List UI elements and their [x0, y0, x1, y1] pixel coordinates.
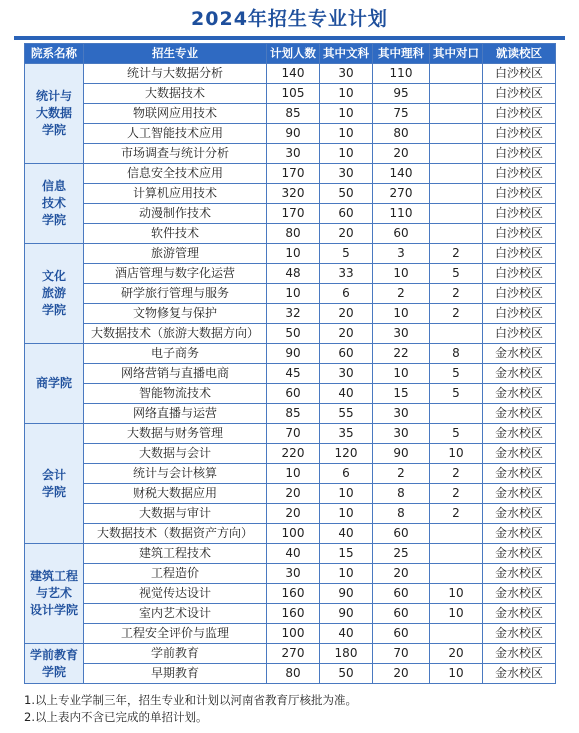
total-cell: 10 [267, 464, 320, 484]
table-row [25, 144, 556, 164]
college-name-line: 与艺术 [35, 586, 72, 600]
total-cell: 20 [267, 504, 320, 524]
arts-cell: 30 [320, 364, 373, 384]
vocational-cell [430, 164, 483, 184]
footnote-1: 1.以上专业学制三年，招生专业和计划以河南省教育厅核批为准。 [24, 693, 357, 707]
vocational-cell [430, 104, 483, 124]
table-row [25, 264, 556, 284]
science-cell: 30 [373, 424, 430, 444]
college-name-line: 学院 [41, 213, 66, 227]
major-cell: 文物修复与保护 [84, 304, 267, 324]
total-cell: 90 [267, 124, 320, 144]
header-total: 计划人数 [267, 44, 320, 64]
science-cell: 25 [373, 544, 430, 564]
science-cell: 70 [373, 644, 430, 664]
major-cell: 统计与会计核算 [84, 464, 267, 484]
total-cell: 20 [267, 484, 320, 504]
campus-cell: 金水校区 [483, 484, 556, 504]
arts-cell: 20 [320, 224, 373, 244]
total-cell: 30 [267, 144, 320, 164]
table-row [25, 204, 556, 224]
campus-cell: 白沙校区 [483, 324, 556, 344]
vocational-cell: 5 [430, 364, 483, 384]
total-cell: 45 [267, 364, 320, 384]
arts-cell: 40 [320, 624, 373, 644]
vocational-cell [430, 184, 483, 204]
science-cell: 10 [373, 364, 430, 384]
major-cell: 市场调查与统计分析 [84, 144, 267, 164]
total-cell: 85 [267, 104, 320, 124]
table-body [25, 64, 556, 684]
science-cell: 2 [373, 284, 430, 304]
college-name-line: 旅游 [41, 286, 66, 300]
total-cell: 10 [267, 244, 320, 264]
header-science: 其中理科 [373, 44, 430, 64]
total-cell: 140 [267, 64, 320, 84]
arts-cell: 6 [320, 284, 373, 304]
total-cell: 50 [267, 324, 320, 344]
vocational-cell: 5 [430, 384, 483, 404]
arts-cell: 10 [320, 484, 373, 504]
campus-cell: 白沙校区 [483, 224, 556, 244]
table-row [25, 184, 556, 204]
campus-cell: 金水校区 [483, 584, 556, 604]
college-name-cell [25, 544, 84, 644]
campus-cell: 白沙校区 [483, 284, 556, 304]
vocational-cell [430, 204, 483, 224]
college-name-cell [25, 644, 84, 684]
table-row [25, 84, 556, 104]
total-cell: 85 [267, 404, 320, 424]
campus-cell: 金水校区 [483, 524, 556, 544]
science-cell: 60 [373, 524, 430, 544]
table-row [25, 64, 556, 84]
total-cell: 320 [267, 184, 320, 204]
table-row [25, 244, 556, 264]
college-name-line: 学院 [41, 123, 66, 137]
header-vocational: 其中对口 [430, 44, 483, 64]
science-cell: 20 [373, 144, 430, 164]
science-cell: 60 [373, 604, 430, 624]
footnote-2: 2.以上表内不含已完成的单招计划。 [24, 710, 208, 724]
total-cell: 80 [267, 224, 320, 244]
table-row [25, 524, 556, 544]
table-row [25, 544, 556, 564]
campus-cell: 白沙校区 [483, 164, 556, 184]
total-cell: 160 [267, 584, 320, 604]
arts-cell: 10 [320, 124, 373, 144]
table-row [25, 324, 556, 344]
science-cell: 270 [373, 184, 430, 204]
vocational-cell [430, 64, 483, 84]
college-name-cell [25, 164, 84, 244]
science-cell: 30 [373, 324, 430, 344]
major-cell: 酒店管理与数字化运营 [84, 264, 267, 284]
header-college: 院系名称 [25, 44, 84, 64]
arts-cell: 90 [320, 604, 373, 624]
table-row [25, 364, 556, 384]
major-cell: 旅游管理 [84, 244, 267, 264]
campus-cell: 白沙校区 [483, 104, 556, 124]
table-row [25, 404, 556, 424]
college-name-cell [25, 64, 84, 164]
total-cell: 40 [267, 544, 320, 564]
vocational-cell: 2 [430, 504, 483, 524]
campus-cell: 金水校区 [483, 464, 556, 484]
major-cell: 早期教育 [84, 664, 267, 684]
major-cell: 网络营销与直播电商 [84, 364, 267, 384]
total-cell: 60 [267, 384, 320, 404]
science-cell: 60 [373, 224, 430, 244]
vocational-cell [430, 84, 483, 104]
science-cell: 60 [373, 624, 430, 644]
college-name-line: 学院 [41, 664, 66, 679]
campus-cell: 金水校区 [483, 424, 556, 444]
major-cell: 网络直播与运营 [84, 404, 267, 424]
total-cell: 170 [267, 204, 320, 224]
major-cell: 研学旅行管理与服务 [84, 284, 267, 304]
total-cell: 90 [267, 344, 320, 364]
campus-cell: 白沙校区 [483, 304, 556, 324]
major-cell: 财税大数据应用 [84, 484, 267, 504]
campus-cell: 金水校区 [483, 664, 556, 684]
campus-cell: 金水校区 [483, 364, 556, 384]
campus-cell: 白沙校区 [483, 124, 556, 144]
campus-cell: 金水校区 [483, 384, 556, 404]
vocational-cell [430, 544, 483, 564]
vocational-cell [430, 404, 483, 424]
major-cell: 信息安全技术应用 [84, 164, 267, 184]
science-cell: 80 [373, 124, 430, 144]
total-cell: 70 [267, 424, 320, 444]
arts-cell: 60 [320, 344, 373, 364]
college-name-line: 信息 [41, 179, 66, 193]
campus-cell: 白沙校区 [483, 144, 556, 164]
arts-cell: 20 [320, 324, 373, 344]
vocational-cell: 10 [430, 584, 483, 604]
table-row [25, 644, 556, 664]
campus-cell: 白沙校区 [483, 84, 556, 104]
campus-cell: 金水校区 [483, 604, 556, 624]
college-name-cell [25, 424, 84, 544]
college-name-line: 学院 [41, 303, 66, 317]
arts-cell: 40 [320, 524, 373, 544]
table-row [25, 124, 556, 144]
vocational-cell [430, 124, 483, 144]
science-cell: 20 [373, 564, 430, 584]
campus-cell: 金水校区 [483, 644, 556, 664]
table-row [25, 164, 556, 184]
vocational-cell: 10 [430, 444, 483, 464]
arts-cell: 5 [320, 244, 373, 264]
major-cell: 智能物流技术 [84, 384, 267, 404]
vocational-cell: 2 [430, 284, 483, 304]
header-major: 招生专业 [84, 44, 267, 64]
major-cell: 学前教育 [84, 644, 267, 664]
arts-cell: 40 [320, 384, 373, 404]
major-cell: 大数据技术（旅游大数据方向） [84, 324, 267, 344]
campus-cell: 白沙校区 [483, 244, 556, 264]
arts-cell: 180 [320, 644, 373, 664]
vocational-cell: 10 [430, 664, 483, 684]
science-cell: 10 [373, 264, 430, 284]
college-name-line: 会计 [41, 467, 66, 482]
campus-cell: 白沙校区 [483, 184, 556, 204]
total-cell: 48 [267, 264, 320, 284]
campus-cell: 金水校区 [483, 404, 556, 424]
science-cell: 110 [373, 64, 430, 84]
arts-cell: 10 [320, 104, 373, 124]
college-name-line: 文化 [41, 269, 66, 283]
vocational-cell [430, 324, 483, 344]
arts-cell: 33 [320, 264, 373, 284]
table-row [25, 224, 556, 244]
total-cell: 100 [267, 624, 320, 644]
major-cell: 软件技术 [84, 224, 267, 244]
table-row [25, 564, 556, 584]
arts-cell: 120 [320, 444, 373, 464]
footnotes [24, 692, 357, 726]
major-cell: 统计与大数据分析 [84, 64, 267, 84]
vocational-cell: 10 [430, 604, 483, 624]
total-cell: 10 [267, 284, 320, 304]
vocational-cell [430, 564, 483, 584]
arts-cell: 55 [320, 404, 373, 424]
campus-cell: 白沙校区 [483, 204, 556, 224]
vocational-cell: 5 [430, 264, 483, 284]
campus-cell: 金水校区 [483, 564, 556, 584]
college-name-cell [25, 344, 84, 424]
table-header-row [25, 44, 556, 64]
arts-cell: 10 [320, 504, 373, 524]
campus-cell: 金水校区 [483, 444, 556, 464]
table-row [25, 484, 556, 504]
table-row [25, 584, 556, 604]
table-row [25, 604, 556, 624]
campus-cell: 金水校区 [483, 624, 556, 644]
page-title: 2024年招生专业计划 [191, 8, 388, 30]
arts-cell: 6 [320, 464, 373, 484]
science-cell: 20 [373, 664, 430, 684]
college-name-line: 建筑工程 [29, 569, 78, 583]
major-cell: 大数据与会计 [84, 444, 267, 464]
science-cell: 60 [373, 584, 430, 604]
vocational-cell: 2 [430, 464, 483, 484]
table-row [25, 384, 556, 404]
college-name-line: 学院 [41, 484, 66, 499]
major-cell: 大数据与审计 [84, 504, 267, 524]
arts-cell: 30 [320, 164, 373, 184]
header-arts: 其中文科 [320, 44, 373, 64]
arts-cell: 35 [320, 424, 373, 444]
college-name-line: 学前教育 [29, 647, 78, 662]
campus-cell: 金水校区 [483, 544, 556, 564]
header-campus: 就读校区 [483, 44, 556, 64]
college-name-line: 商学院 [35, 376, 72, 390]
vocational-cell: 8 [430, 344, 483, 364]
total-cell: 32 [267, 304, 320, 324]
enrollment-plan-table [24, 43, 556, 684]
science-cell: 95 [373, 84, 430, 104]
arts-cell: 50 [320, 184, 373, 204]
major-cell: 工程造价 [84, 564, 267, 584]
campus-cell: 白沙校区 [483, 64, 556, 84]
vocational-cell: 5 [430, 424, 483, 444]
science-cell: 90 [373, 444, 430, 464]
table-row [25, 624, 556, 644]
vocational-cell: 2 [430, 244, 483, 264]
total-cell: 170 [267, 164, 320, 184]
major-cell: 视觉传达设计 [84, 584, 267, 604]
table-row [25, 284, 556, 304]
table-row [25, 464, 556, 484]
total-cell: 105 [267, 84, 320, 104]
vocational-cell: 2 [430, 484, 483, 504]
table-row [25, 664, 556, 684]
campus-cell: 白沙校区 [483, 264, 556, 284]
science-cell: 75 [373, 104, 430, 124]
total-cell: 160 [267, 604, 320, 624]
science-cell: 8 [373, 484, 430, 504]
major-cell: 室内艺术设计 [84, 604, 267, 624]
arts-cell: 60 [320, 204, 373, 224]
college-name-line: 设计学院 [29, 603, 78, 617]
total-cell: 30 [267, 564, 320, 584]
table-row [25, 424, 556, 444]
science-cell: 2 [373, 464, 430, 484]
science-cell: 110 [373, 204, 430, 224]
vocational-cell [430, 524, 483, 544]
major-cell: 建筑工程技术 [84, 544, 267, 564]
table-row [25, 304, 556, 324]
vocational-cell [430, 624, 483, 644]
arts-cell: 90 [320, 584, 373, 604]
vocational-cell [430, 144, 483, 164]
arts-cell: 30 [320, 64, 373, 84]
science-cell: 8 [373, 504, 430, 524]
campus-cell: 金水校区 [483, 504, 556, 524]
arts-cell: 10 [320, 144, 373, 164]
major-cell: 电子商务 [84, 344, 267, 364]
science-cell: 10 [373, 304, 430, 324]
table-row [25, 344, 556, 364]
major-cell: 人工智能技术应用 [84, 124, 267, 144]
major-cell: 大数据技术 [84, 84, 267, 104]
table-row [25, 444, 556, 464]
science-cell: 140 [373, 164, 430, 184]
college-name-cell [25, 244, 84, 344]
table-row [25, 504, 556, 524]
total-cell: 100 [267, 524, 320, 544]
science-cell: 22 [373, 344, 430, 364]
major-cell: 工程安全评价与监理 [84, 624, 267, 644]
vocational-cell: 20 [430, 644, 483, 664]
science-cell: 15 [373, 384, 430, 404]
science-cell: 3 [373, 244, 430, 264]
arts-cell: 50 [320, 664, 373, 684]
vocational-cell [430, 224, 483, 244]
major-cell: 计算机应用技术 [84, 184, 267, 204]
total-cell: 80 [267, 664, 320, 684]
arts-cell: 15 [320, 544, 373, 564]
major-cell: 大数据技术（数据资产方向） [84, 524, 267, 544]
total-cell: 220 [267, 444, 320, 464]
college-name-line: 技术 [41, 196, 66, 210]
table-row [25, 104, 556, 124]
title-underline [14, 36, 565, 40]
college-name-line: 大数据 [35, 106, 72, 120]
vocational-cell: 2 [430, 304, 483, 324]
major-cell: 大数据与财务管理 [84, 424, 267, 444]
arts-cell: 10 [320, 84, 373, 104]
arts-cell: 20 [320, 304, 373, 324]
major-cell: 物联网应用技术 [84, 104, 267, 124]
science-cell: 30 [373, 404, 430, 424]
total-cell: 270 [267, 644, 320, 664]
campus-cell: 金水校区 [483, 344, 556, 364]
arts-cell: 10 [320, 564, 373, 584]
college-name-line: 统计与 [35, 89, 72, 103]
major-cell: 动漫制作技术 [84, 204, 267, 224]
